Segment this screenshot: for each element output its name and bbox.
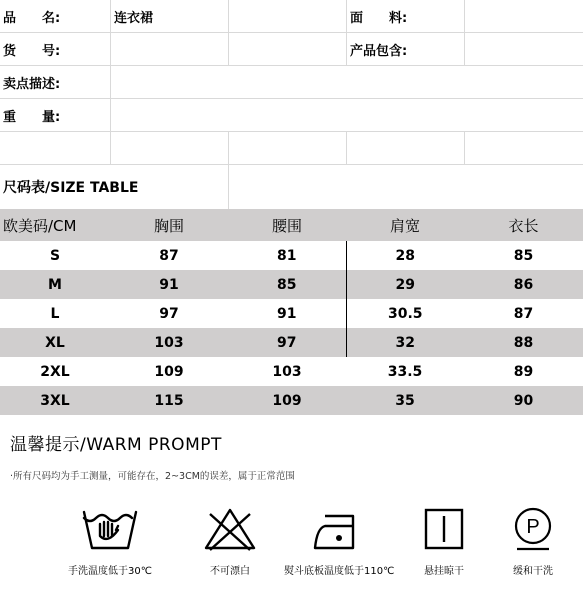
care-label: 悬挂晾干 [424, 566, 464, 577]
fabric-label: 面 料: [350, 10, 408, 26]
product-name-label: 品 名: [3, 10, 61, 26]
chest-cell: 87 [159, 247, 179, 264]
shoulder-cell: 28 [395, 247, 415, 264]
waist-cell: 97 [228, 328, 346, 357]
chest-cell: 109 [154, 363, 184, 380]
product-info-grid [0, 0, 583, 209]
info-row-itemno-package [0, 33, 583, 66]
table-row [0, 299, 583, 328]
package-contents-label: 产品包含: [350, 43, 408, 59]
chest-cell: 91 [110, 270, 228, 299]
waist-cell: 81 [228, 241, 346, 270]
length-cell: 89 [513, 363, 534, 380]
header-length: 衣长 [464, 209, 583, 241]
shoulder-cell: 30.5 [387, 305, 423, 322]
no-bleach-icon [200, 506, 260, 552]
waist-cell: 103 [272, 363, 302, 380]
item-number-label: 货 号: [3, 43, 61, 59]
warm-prompt-title: 温馨提示/WARM PROMPT [10, 435, 222, 455]
waist-cell: 85 [228, 270, 346, 299]
warm-prompt-note: ·所有尺码均为手工测量，可能存在，2~3CM的误差，属于正常范围 [10, 471, 295, 482]
hand-wash-30-icon [80, 506, 140, 552]
size-cell: L [50, 305, 60, 322]
size-table [0, 209, 583, 415]
chest-cell: 97 [159, 305, 179, 322]
header-waist: 腰围 [228, 209, 346, 241]
care-item-iron [284, 506, 394, 577]
care-label: 缓和干洗 [513, 566, 553, 577]
size-cell: 3XL [0, 386, 110, 415]
iron-low-temp-icon [309, 506, 369, 552]
chest-cell: 115 [110, 386, 228, 415]
shoulder-cell: 33.5 [387, 363, 423, 380]
length-cell: 85 [513, 247, 534, 264]
shoulder-cell: 29 [346, 270, 464, 299]
table-row [0, 386, 583, 415]
table-row [0, 328, 583, 357]
chest-cell: 103 [110, 328, 228, 357]
svg-text:P: P [526, 516, 540, 538]
size-cell: S [49, 247, 61, 264]
header-chest: 胸围 [110, 209, 228, 241]
care-item-dry-clean [478, 506, 583, 577]
info-row-selling-points [0, 66, 583, 99]
size-cell: 2XL [40, 363, 70, 380]
gentle-dry-clean-icon [503, 506, 563, 552]
info-row-name-fabric [0, 0, 583, 33]
size-cell: M [0, 270, 110, 299]
care-item-no-bleach [175, 506, 285, 577]
size-cell: XL [0, 328, 110, 357]
size-table-header [0, 209, 583, 241]
selling-points-label: 卖点描述: [3, 76, 61, 92]
care-label: 手洗温度低于30℃ [68, 566, 152, 577]
length-cell: 87 [513, 305, 534, 322]
shoulder-cell: 35 [346, 386, 464, 415]
care-label: 不可漂白 [210, 566, 250, 577]
table-row [0, 241, 583, 270]
weight-label: 重 量: [3, 109, 61, 125]
info-row-weight [0, 99, 583, 132]
waist-cell: 91 [228, 299, 346, 328]
length-cell: 90 [464, 386, 583, 415]
waist-cell: 109 [228, 386, 346, 415]
line-dry-icon [414, 506, 474, 552]
header-shoulder: 肩宽 [346, 209, 464, 241]
care-label: 熨斗底板温度低于110℃ [284, 566, 395, 577]
info-row-empty [0, 132, 583, 165]
length-cell: 88 [464, 328, 583, 357]
table-row [0, 357, 583, 386]
length-cell: 86 [464, 270, 583, 299]
shoulder-cell: 32 [346, 328, 464, 357]
care-item-hand-wash [55, 506, 165, 577]
size-table-title-row [0, 165, 583, 209]
size-table-title: 尺码表/SIZE TABLE [3, 180, 139, 196]
header-size-cm: 欧美码/CM [0, 209, 110, 241]
table-row [0, 270, 583, 299]
product-name-value: 连衣裙 [114, 10, 154, 26]
